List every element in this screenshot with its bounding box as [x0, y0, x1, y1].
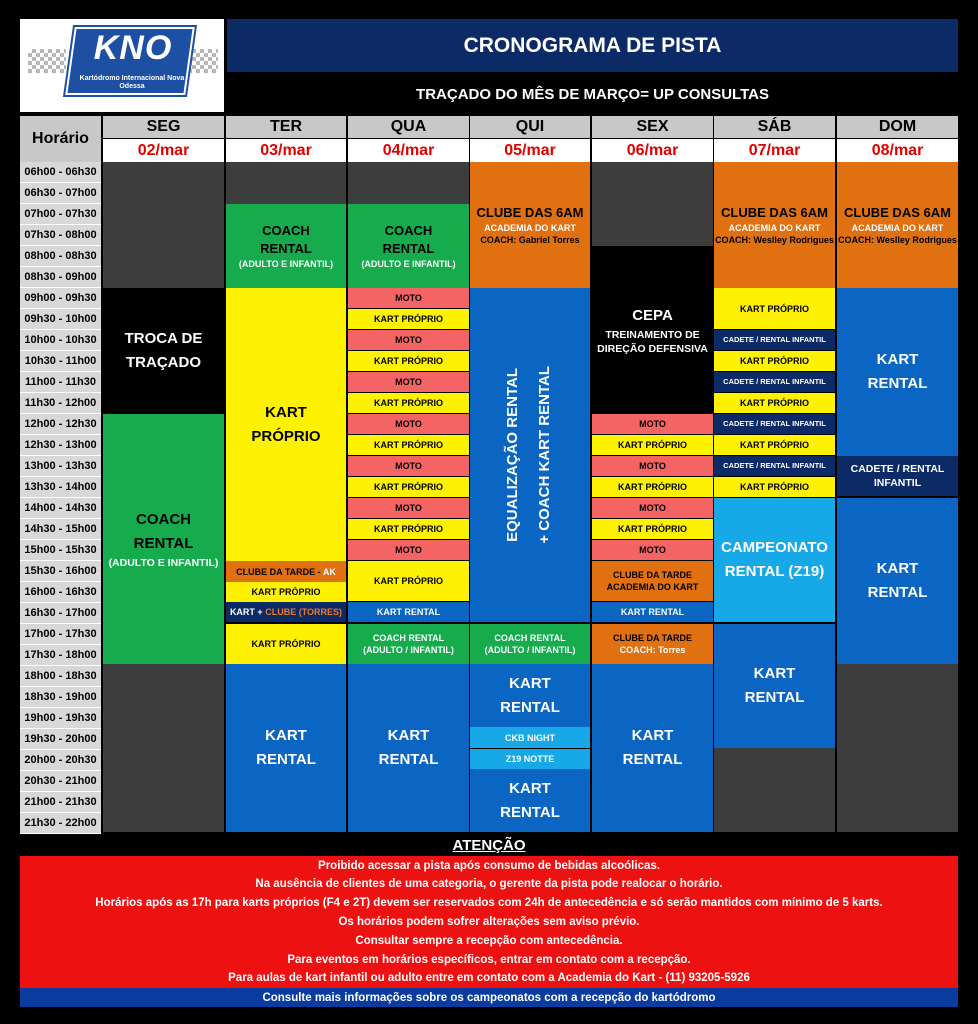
sab-kart-proprio-slot: KART PRÓPRIO	[714, 393, 835, 413]
sex-clube-tarde-academia: CLUBE DA TARDE ACADEMIA DO KART	[592, 561, 713, 601]
qua-moto-slot: MOTO	[348, 330, 469, 350]
dom-kart-rental-morning: KART RENTAL	[837, 288, 958, 456]
day-header-5: SÁB	[714, 116, 835, 138]
notice-line: Na ausência de clientes de uma categoria, o gerente da pista pode realocar o horário.	[20, 875, 958, 894]
qui-coach-rental-17h: COACH RENTAL (ADULTO / INFANTIL)	[470, 624, 590, 664]
equalizacao-line-2: + COACH KART RENTAL	[536, 366, 553, 544]
day-header-1: TER	[226, 116, 346, 138]
time-slot-label: 20h30 - 21h00	[20, 771, 101, 792]
time-slot-label: 11h00 - 11h30	[20, 372, 101, 393]
ter-empty-early	[226, 162, 346, 204]
time-slot-label: 13h30 - 14h00	[20, 477, 101, 498]
equalizacao-line-1: EQUALIZAÇÃO RENTAL	[504, 368, 521, 542]
qua-kart-proprio-slot: KART PRÓPRIO	[348, 393, 469, 413]
troca-line-2: TRAÇADO	[126, 354, 201, 371]
qua-moto-slot: MOTO	[348, 456, 469, 476]
qua-kart-proprio-slot: KART PRÓPRIO	[348, 519, 469, 539]
sex-kart-rental: KART RENTAL	[592, 664, 713, 832]
time-slot-label: 14h30 - 15h00	[20, 519, 101, 540]
qua-kart-proprio-late: KART PRÓPRIO	[348, 561, 469, 601]
dom-empty-evening	[837, 664, 958, 832]
ter-kart-clube-torres: KART + CLUBE (TORRES)	[226, 602, 346, 622]
qui-z19-notte: Z19 NOTTE	[470, 749, 590, 769]
qua-moto-slot: MOTO	[348, 540, 469, 560]
notice-line: Horários após as 17h para karts próprios (F4 e 2T) devem ser reservados com 24h de antecedência e só serão mantidos com mínimo de 5 karts.	[20, 894, 958, 913]
time-slot-label: 09h30 - 10h00	[20, 309, 101, 330]
adulto-infantil-label: (ADULTO E INFANTIL)	[238, 259, 334, 269]
ter-kart-rental: KART RENTAL	[226, 664, 346, 832]
qui-clube-6am: CLUBE DAS 6AM ACADEMIA DO KART COACH: Gabriel Torres	[470, 162, 590, 288]
coach-label: COACH	[136, 511, 191, 528]
seg-troca-tracado	[103, 288, 224, 414]
time-slot-label: 10h00 - 10h30	[20, 330, 101, 351]
notice-line: Para eventos em horários específicos, entrar em contato com a recepção.	[20, 950, 958, 969]
dom-cadete-rental-infantil: CADETE / RENTAL INFANTIL	[837, 456, 958, 496]
day-date-1: 03/mar	[226, 139, 346, 162]
sex-moto-slot: MOTO	[592, 414, 713, 434]
horario-header: Horário	[20, 116, 101, 162]
ter-kart-proprio	[226, 288, 346, 561]
dom-clube-6am: CLUBE DAS 6AM ACADEMIA DO KART COACH: Weslley Rodrigues	[837, 162, 958, 288]
qua-moto-slot: MOTO	[348, 498, 469, 518]
sab-clube-6am: CLUBE DAS 6AM ACADEMIA DO KART COACH: Weslley Rodrigues	[714, 162, 835, 288]
qua-coach-rental-17h: COACH RENTAL (ADULTO / INFANTIL)	[348, 624, 469, 664]
day-date-0: 02/mar	[103, 139, 224, 162]
sex-kart-proprio-slot: KART PRÓPRIO	[592, 519, 713, 539]
adulto-infantil-label: (ADULTO E INFANTIL)	[108, 557, 219, 569]
day-date-5: 07/mar	[714, 139, 835, 162]
sab-kart-proprio-slot: KART PRÓPRIO	[714, 351, 835, 371]
time-slot-label: 19h30 - 20h00	[20, 729, 101, 750]
qua-kart-proprio-slot: KART PRÓPRIO	[348, 477, 469, 497]
sab-campeonato: CAMPEONATO RENTAL (Z19)	[714, 498, 835, 622]
seg-coach-rental	[103, 414, 224, 664]
time-slot-label: 20h00 - 20h30	[20, 750, 101, 771]
sex-moto-slot: MOTO	[592, 456, 713, 476]
ter-kart-proprio-2: KART PRÓPRIO	[226, 582, 346, 602]
qua-moto-slot: MOTO	[348, 372, 469, 392]
time-slot-label: 06h00 - 06h30	[20, 162, 101, 183]
day-header-0: SEG	[103, 116, 224, 138]
checkered-flag-left-icon	[28, 49, 66, 73]
sab-kart-proprio-9h: KART PRÓPRIO	[714, 288, 835, 329]
qui-ckb-night: CKB NIGHT	[470, 727, 590, 748]
footer-note: Consulte mais informações sobre os campeonatos com a recepção do kartódromo	[20, 988, 958, 1007]
time-slot-label: 19h00 - 19h30	[20, 708, 101, 729]
time-slot-label: 21h30 - 22h00	[20, 813, 101, 834]
time-slot-label: 14h00 - 14h30	[20, 498, 101, 519]
kart-label: KART	[265, 403, 307, 421]
qui-kart-rental-20h30: KART RENTAL	[470, 769, 590, 832]
time-slot-label: 06h30 - 07h00	[20, 183, 101, 204]
sab-empty-late	[714, 748, 835, 832]
time-slot-label: 07h30 - 08h00	[20, 225, 101, 246]
sab-cadete-slot: CADETE / RENTAL INFANTIL	[714, 330, 835, 350]
qua-moto-slot: MOTO	[348, 288, 469, 308]
time-slot-label: 08h30 - 09h00	[20, 267, 101, 288]
rental-label: RENTAL	[260, 241, 312, 256]
time-slot-label: 12h00 - 12h30	[20, 414, 101, 435]
sab-kart-rental: KART RENTAL	[714, 624, 835, 748]
notice-line: Proibido acessar a pista após consumo de bebidas alcoólicas.	[20, 856, 958, 875]
sex-kart-proprio-slot: KART PRÓPRIO	[592, 435, 713, 455]
sab-kart-proprio-slot: KART PRÓPRIO	[714, 435, 835, 455]
proprio-label: PRÓPRIO	[251, 427, 321, 445]
time-slot-label: 17h30 - 18h00	[20, 645, 101, 666]
time-slot-label: 15h30 - 16h00	[20, 561, 101, 582]
seg-empty-evening	[103, 664, 224, 832]
sex-kart-rental-1630: KART RENTAL	[592, 602, 713, 622]
qua-kart-proprio-slot: KART PRÓPRIO	[348, 309, 469, 329]
sex-clube-tarde-torres: CLUBE DA TARDE COACH: Torres	[592, 624, 713, 664]
qui-equalizacao-line2-wrap	[530, 300, 560, 610]
time-slot-label: 16h30 - 17h00	[20, 603, 101, 624]
day-date-2: 04/mar	[348, 139, 469, 162]
day-date-6: 08/mar	[837, 139, 958, 162]
sab-cadete-slot: CADETE / RENTAL INFANTIL	[714, 456, 835, 476]
sex-empty-early	[592, 162, 713, 246]
qua-coach-rental: COACH RENTAL (ADULTO E INFANTIL)	[348, 204, 469, 288]
time-slot-label: 17h00 - 17h30	[20, 624, 101, 645]
time-slot-label: 21h00 - 21h30	[20, 792, 101, 813]
rental-label: RENTAL	[133, 535, 194, 552]
logo-caption: Kartódromo Internacional Nova Odessa	[79, 75, 185, 90]
day-header-2: QUA	[348, 116, 469, 138]
time-slot-label: 15h00 - 15h30	[20, 540, 101, 561]
time-slot-label: 16h00 - 16h30	[20, 582, 101, 603]
time-slot-label: 09h00 - 09h30	[20, 288, 101, 309]
page-subtitle: TRAÇADO DO MÊS DE MARÇO= UP CONSULTAS	[227, 74, 958, 114]
dom-kart-rental-afternoon: KART RENTAL	[837, 498, 958, 664]
time-slot-label: 07h00 - 07h30	[20, 204, 101, 225]
sex-kart-proprio-slot: KART PRÓPRIO	[592, 477, 713, 497]
time-slot-label: 08h00 - 08h30	[20, 246, 101, 267]
ter-kart-proprio-3: KART PRÓPRIO	[226, 624, 346, 664]
sex-cepa: CEPA TREINAMENTO DE DIREÇÃO DEFENSIVA	[592, 246, 713, 414]
ter-clube-tarde-ak	[226, 561, 346, 582]
qua-kart-rental-1630: KART RENTAL	[348, 602, 469, 622]
clube-tarde-ak-label: CLUBE DA TARDE - AK	[236, 566, 336, 577]
notice-line: Os horários podem sofrer alterações sem aviso prévio.	[20, 912, 958, 931]
day-date-4: 06/mar	[592, 139, 713, 162]
page-title: CRONOGRAMA DE PISTA	[227, 19, 958, 72]
qui-kart-rental-18h: KART RENTAL	[470, 664, 590, 727]
day-header-6: DOM	[837, 116, 958, 138]
qua-empty-early	[348, 162, 469, 204]
seg-empty-morning	[103, 162, 224, 288]
time-slot-label: 18h00 - 18h30	[20, 666, 101, 687]
day-header-3: QUI	[470, 116, 590, 138]
atencao-heading: ATENÇÃO	[452, 836, 526, 854]
sex-moto-slot: MOTO	[592, 498, 713, 518]
time-slot-label: 13h00 - 13h30	[20, 456, 101, 477]
qua-kart-rental: KART RENTAL	[348, 664, 469, 832]
qua-kart-proprio-slot: KART PRÓPRIO	[348, 435, 469, 455]
time-slot-label: 18h30 - 19h00	[20, 687, 101, 708]
notice-line: Para aulas de kart infantil ou adulto entre em contato com a Academia do Kart - (11) 93205-5926	[20, 969, 958, 988]
time-slot-label: 11h30 - 12h00	[20, 393, 101, 414]
kno-logo	[20, 19, 224, 112]
sex-moto-slot: MOTO	[592, 540, 713, 560]
notice-line: Consultar sempre a recepção com antecedência.	[20, 931, 958, 950]
qua-moto-slot: MOTO	[348, 414, 469, 434]
time-slot-label: 10h30 - 11h00	[20, 351, 101, 372]
coach-label: COACH	[262, 223, 310, 238]
ter-coach-rental	[226, 204, 346, 288]
logo-text: KNO	[93, 29, 173, 67]
troca-line-1: TROCA DE	[124, 330, 203, 347]
day-date-3: 05/mar	[470, 139, 590, 162]
qua-kart-proprio-slot: KART PRÓPRIO	[348, 351, 469, 371]
sab-cadete-slot: CADETE / RENTAL INFANTIL	[714, 414, 835, 434]
sab-cadete-slot: CADETE / RENTAL INFANTIL	[714, 372, 835, 392]
day-header-4: SEX	[592, 116, 713, 138]
sab-kart-proprio-slot: KART PRÓPRIO	[714, 477, 835, 497]
time-slot-label: 12h30 - 13h00	[20, 435, 101, 456]
